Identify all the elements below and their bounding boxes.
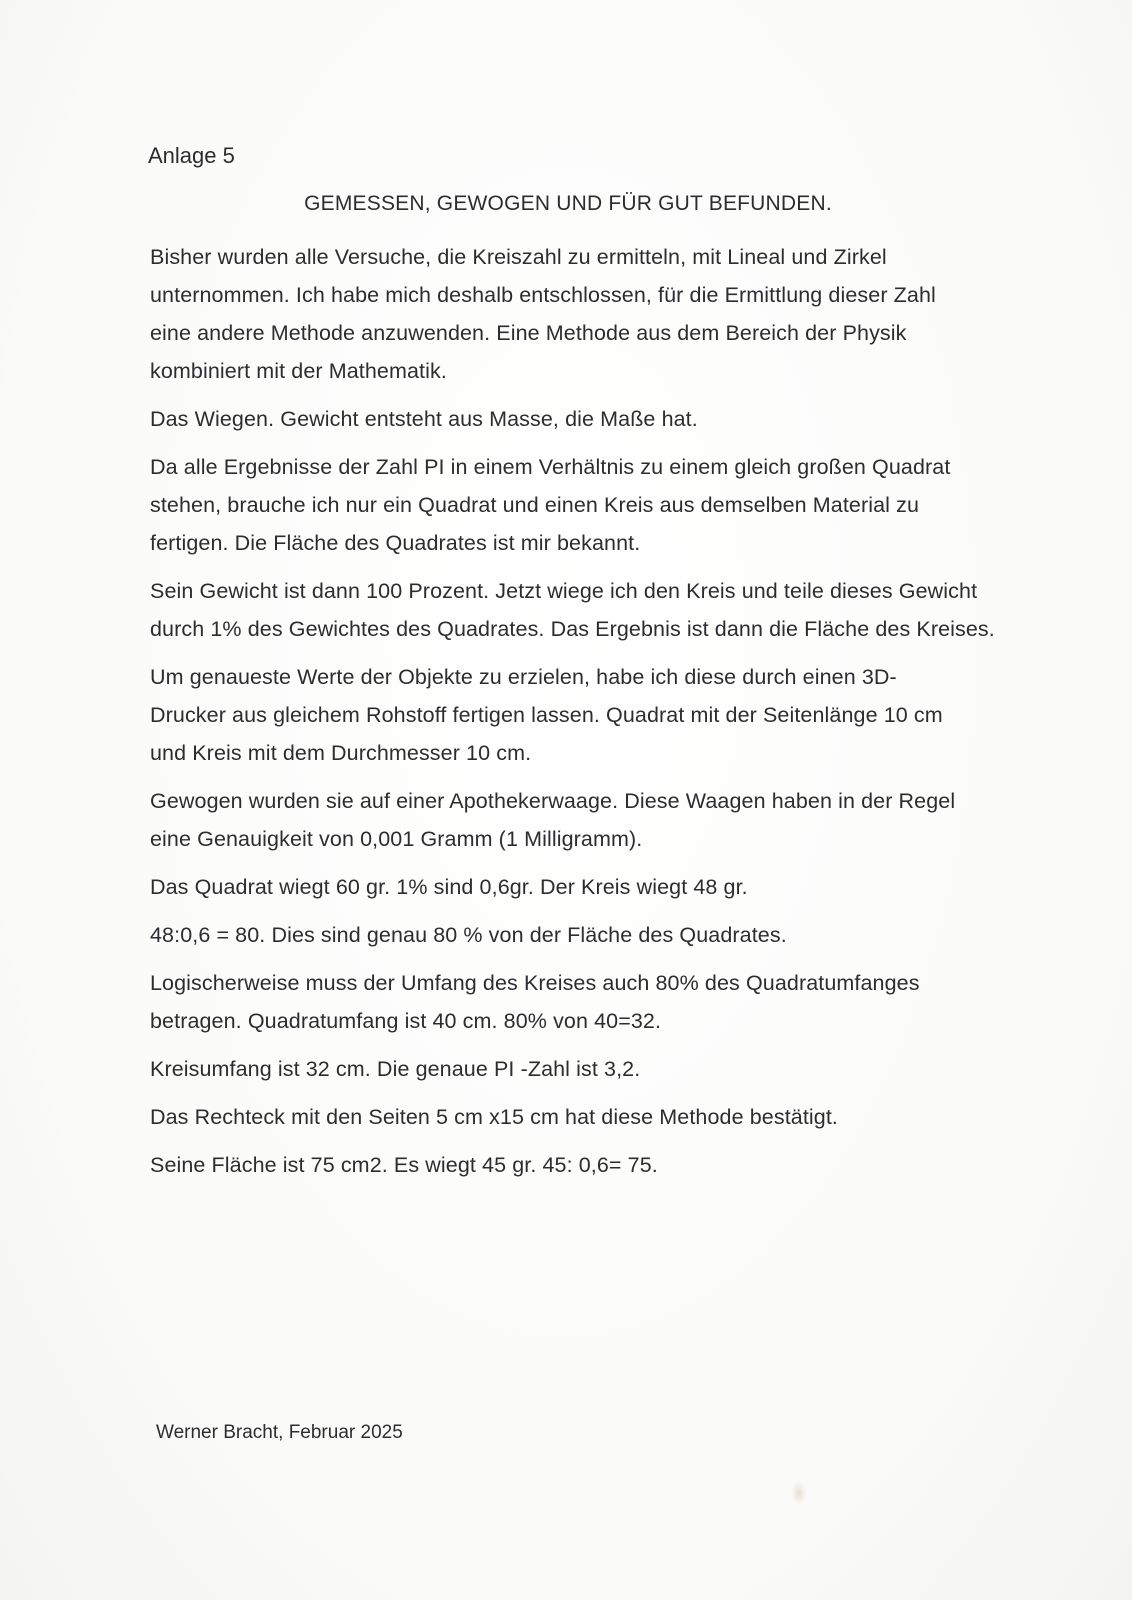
paragraph-square-weight: Das Quadrat wiegt 60 gr. 1% sind 0,6gr. Der Kreis wiegt 48 gr. (150, 875, 748, 899)
document-title: GEMESSEN, GEWOGEN UND FÜR GUT BEFUNDEN. (304, 192, 832, 215)
paragraph-rectangle: Das Rechteck mit den Seiten 5 cm x15 cm hat diese Methode bestätigt. (150, 1105, 838, 1129)
paragraph-division: 48:0,6 = 80. Dies sind genau 80 % von der Fläche des Quadrates. (150, 923, 787, 947)
paragraph-intro: Bisher wurden alle Versuche, die Kreiszahl zu ermitteln, mit Lineal und Zirkel unternommen. Ich habe mich deshalb entschlossen, für die Ermittlung dieser Zahl eine andere Methode anzuwenden. Eine Methode aus dem Bereich der Physik kombiniert mit der Mathematik. (150, 245, 936, 383)
paragraph-weighing: Das Wiegen. Gewicht entsteht aus Masse, die Maße hat. (150, 407, 698, 431)
document-body (150, 238, 1010, 1184)
paragraph-scale: Gewogen wurden sie auf einer Apothekerwaage. Diese Waagen haben in der Regel eine Genauigkeit von 0,001 Gramm (1 Milligramm). (150, 789, 956, 851)
paragraph-circumference: Logischerweise muss der Umfang des Kreises auch 80% des Quadratumfanges betragen. Quadratumfang ist 40 cm. 80% von 40=32. (150, 971, 920, 1033)
paragraph-pi-result: Kreisumfang ist 32 cm. Die genaue PI -Zahl ist 3,2. (150, 1057, 641, 1081)
paragraph-percent: Sein Gewicht ist dann 100 Prozent. Jetzt wiege ich den Kreis und teile dieses Gewicht durch 1% des Gewichtes des Quadrates. Das Ergebnis ist dann die Fläche des Kreises. (150, 579, 995, 641)
paragraph-3d-print: Um genaueste Werte der Objekte zu erzielen, habe ich diese durch einen 3D-Drucker aus gleichem Rohstoff fertigen lassen. Quadrat mit der Seitenlänge 10 cm und Kreis mit dem Durchmesser 10 cm. (150, 665, 943, 765)
signature: Werner Bracht, Februar 2025 (156, 1422, 403, 1443)
paragraph-ratio: Da alle Ergebnisse der Zahl PI in einem Verhältnis zu einem gleich großen Quadrat stehen, brauche ich nur ein Quadrat und einen Kreis aus demselben Material zu fertigen. Die Fläche des Quadrates ist mir bekannt. (150, 455, 951, 555)
paragraph-rectangle-area: Seine Fläche ist 75 cm2. Es wiegt 45 gr. 45: 0,6= 75. (150, 1153, 658, 1177)
attachment-label: Anlage 5 (148, 143, 235, 168)
paper-stain (792, 1482, 806, 1504)
